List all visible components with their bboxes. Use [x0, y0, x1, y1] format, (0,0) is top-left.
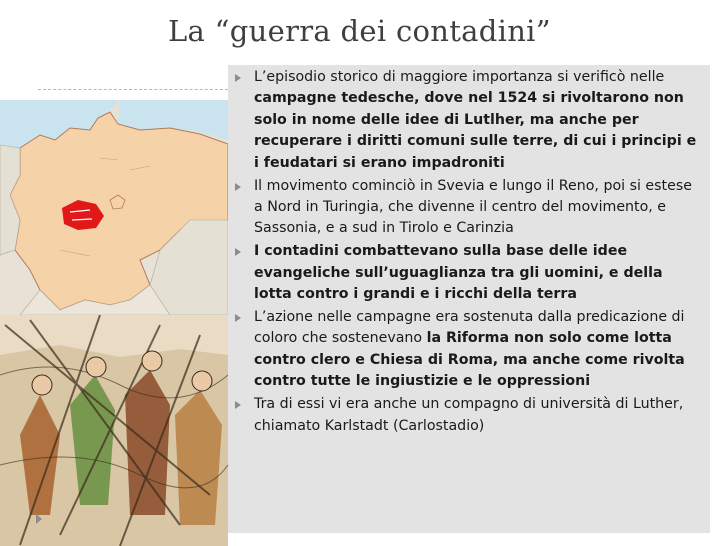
bullet-item [233, 307, 703, 393]
text: L’azione nelle campagne era sostenuta dalla predicazione di coloro che sostenevano [254, 308, 685, 347]
slide-title: La “guerra dei contadini” [168, 14, 551, 48]
germany-map-image [0, 100, 228, 315]
bullet-item [233, 394, 703, 437]
bullet-item [233, 176, 703, 240]
text: Tra di essi vi era anche un compagno di università di Luther, chiamato Karlstadt (Carlostadio) [254, 396, 684, 434]
bullet-arrow-icon [36, 514, 42, 524]
bold-text: campagne tedesche, dove nel 1524 si rivoltarono non solo in nome delle idee di Lutlher, ma anche per recuperare i diritti comuni sulle terre, di cui i principi e i feudatari si erano impadroniti [254, 90, 697, 171]
text: Il movimento cominciò in Svevia e lungo il Reno, poi si estese a Nord in Turingia, che divenne il centro del movimento, e Sassonia, e a sud in Tirolo e Carinzia [254, 177, 692, 237]
bullet-arrow-icon [235, 401, 241, 409]
bullet-arrow-icon [235, 314, 241, 322]
dashed-divider [38, 89, 228, 90]
bullet-item [233, 241, 703, 305]
peasants-war-woodcut-image [0, 315, 228, 546]
bold-text: I contadini combattevano sulla base delle idee evangeliche sull’uguaglianza tra gli uomini, e della lotta contro i grandi e i ricchi della terra [254, 243, 663, 303]
bullet-item [233, 67, 703, 174]
bold-text: la Riforma non solo come lotta contro clero e Chiesa di Roma, ma anche come rivolta contro tutte le ingiustizie e le oppressioni [254, 330, 685, 390]
bullet-arrow-icon [235, 74, 241, 82]
bullet-arrow-icon [235, 183, 241, 191]
text: L’episodio storico di maggiore importanza si verificò nelle [254, 69, 665, 85]
bullet-arrow-icon [235, 248, 241, 256]
bullet-list [233, 67, 703, 438]
